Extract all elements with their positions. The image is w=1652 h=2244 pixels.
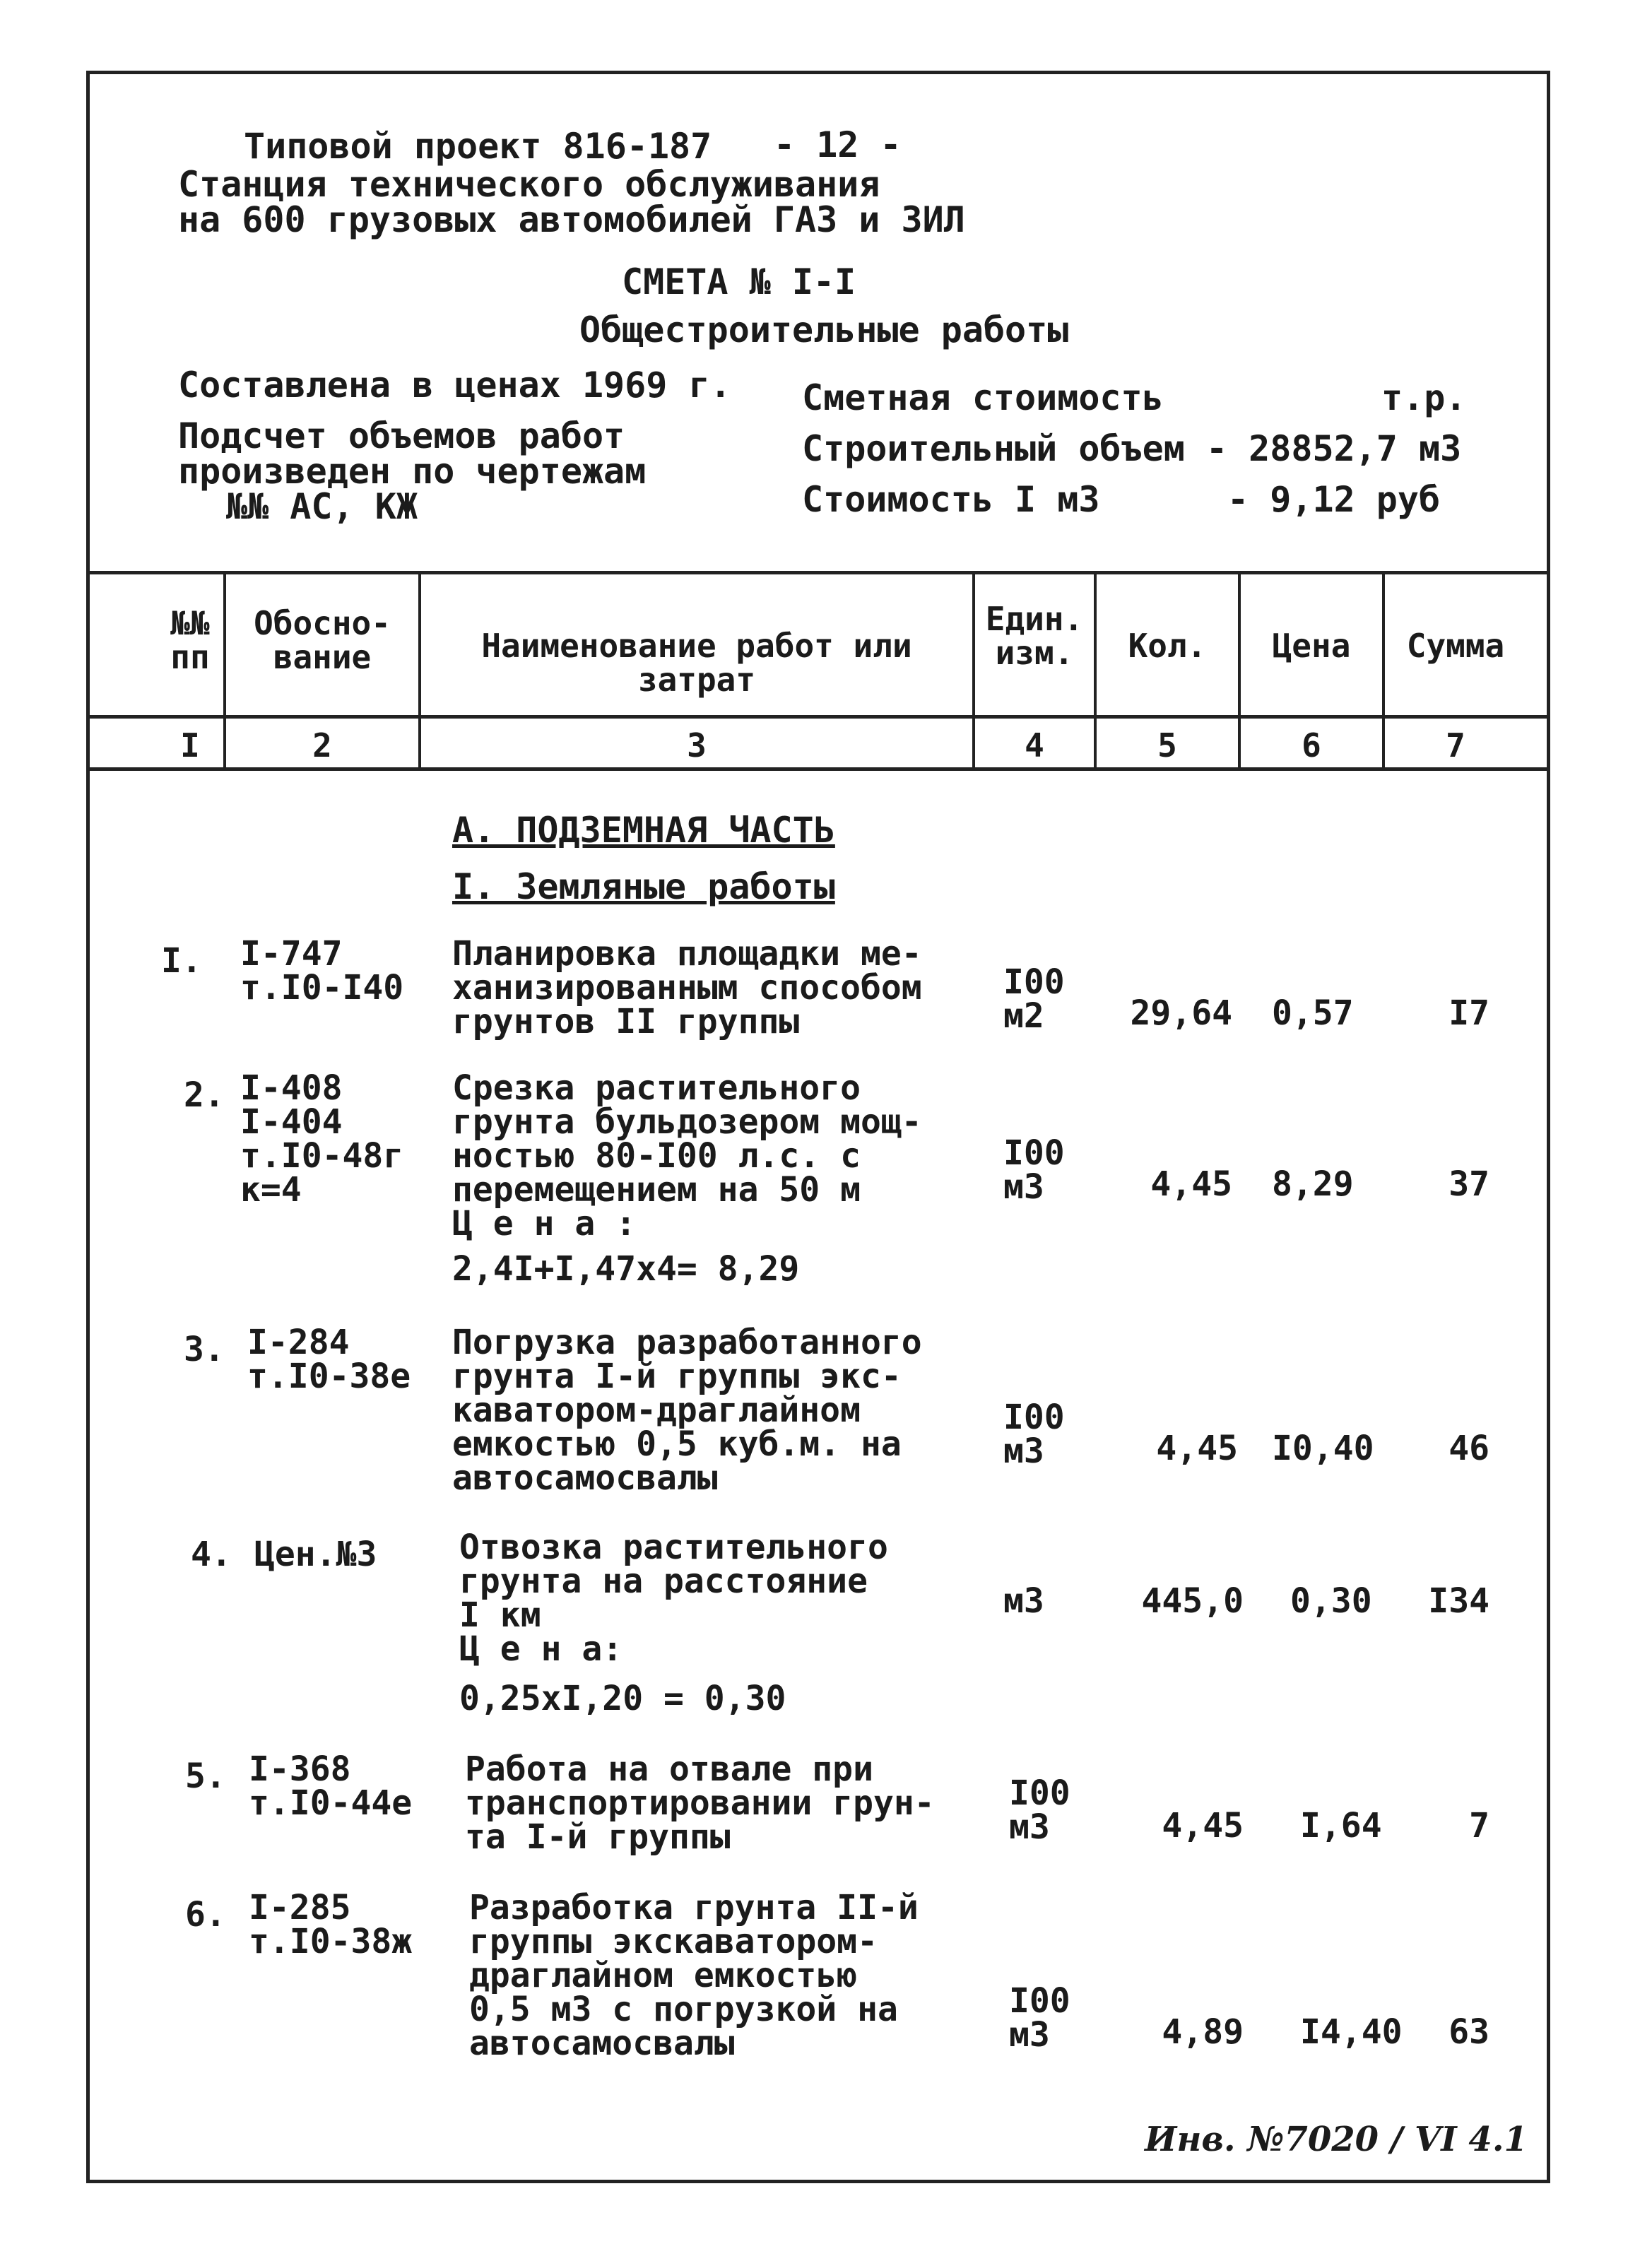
volume-line: Строительный объем - 28852,7 м3 — [802, 428, 1462, 469]
row-basis: I-285 т.I0-38ж — [249, 1888, 413, 1961]
col-number: I — [180, 726, 200, 764]
project-line: Типовой проект 816-187 — [244, 126, 712, 167]
prices-line: Составлена в ценах 1969 г. — [178, 365, 731, 406]
row-unit: I00 м3 — [1009, 1773, 1070, 1847]
col-number: 6 — [1302, 726, 1321, 764]
col-number: 2 — [312, 726, 332, 764]
section-subpart: I. Земляные работы — [452, 866, 835, 907]
estimate-subtitle: Общестроительные работы — [579, 309, 1069, 350]
col-header-unit: Един. изм. — [985, 600, 1084, 672]
calc-line-3: №№ АС, КЖ — [226, 486, 418, 527]
unit-cost-line: Стоимость I м3 - 9,12 руб — [802, 479, 1441, 520]
row-name: Планировка площадки ме- ханизированным способом грунтов II группы — [452, 934, 922, 1041]
col-number: 5 — [1157, 726, 1177, 764]
row-qty: 445,0 — [1141, 1581, 1244, 1621]
row-qty: 4,45 — [1162, 1806, 1244, 1846]
table-header-rule — [86, 715, 1550, 719]
row-price: I,64 — [1300, 1806, 1382, 1846]
row-unit: м3 — [1003, 1581, 1044, 1621]
table-top-rule — [86, 571, 1550, 574]
col-header-sum: Сумма — [1406, 627, 1505, 665]
row-name: Отвозка растительного грунта на расстояние I км Ц е н а: — [459, 1528, 888, 1669]
row-name: Разработка грунта II-й группы экскаватором- драглайном емкостью 0,5 м3 с погрузкой на автосамосвалы — [469, 1888, 919, 2063]
row-basis: I-747 т.I0-I40 — [240, 934, 404, 1008]
row-number: 3. — [184, 1330, 225, 1369]
station-line-2: на 600 грузовых автомобилей ГАЗ и ЗИЛ — [178, 199, 965, 240]
row-price: 0,57 — [1272, 993, 1354, 1033]
row-basis: Цен.№3 — [254, 1535, 377, 1574]
row-unit: I00 м2 — [1003, 962, 1065, 1036]
cost-unit: т.р. — [1381, 377, 1467, 418]
cost-label: Сметная стоимость — [802, 377, 1164, 418]
row-name: Погрузка разработанного грунта I-й группы экс- каватором-драглайном емкостью 0,5 куб.м. на автосамосвалы — [452, 1323, 922, 1498]
row-number: I. — [161, 941, 202, 981]
row-number: 6. — [185, 1895, 226, 1935]
col-number: 4 — [1025, 726, 1044, 764]
row-qty: 4,45 — [1150, 1164, 1232, 1204]
page-number: - 12 - — [774, 124, 902, 165]
row-sum: 63 — [1449, 2012, 1489, 2052]
row-unit: I00 м3 — [1009, 1981, 1070, 2055]
row-number: 2. — [184, 1075, 225, 1115]
row-basis: I-368 т.I0-44е — [249, 1749, 413, 1823]
row-sum: I34 — [1428, 1581, 1489, 1621]
row-sum: I7 — [1449, 993, 1489, 1033]
inventory-note: Инв. №7020 / VI 4.1 — [1145, 2120, 1528, 2159]
calc-line-2: произведен по чертежам — [178, 451, 647, 492]
col-number: 7 — [1446, 726, 1465, 764]
row-price: I0,40 — [1272, 1429, 1374, 1468]
col-header-price: Цена — [1272, 627, 1351, 665]
col-header-basis: Обосно- вание — [254, 604, 391, 676]
row-sum: 7 — [1469, 1806, 1489, 1846]
row-price-calc: 2,4I+I,47х4= 8,29 — [452, 1249, 800, 1289]
col-header-qty: Кол. — [1128, 627, 1207, 665]
row-qty: 4,45 — [1156, 1429, 1238, 1468]
row-unit: I00 м3 — [1003, 1398, 1065, 1471]
row-price-calc: 0,25хI,20 = 0,30 — [459, 1679, 786, 1718]
row-name: Срезка растительного грунта бульдозером мощ- ностью 80-I00 л.с. с перемещением на 50 м Ц е н а : — [452, 1068, 922, 1244]
row-basis: I-284 т.I0-38е — [247, 1323, 411, 1396]
calc-line-1: Подсчет объемов работ — [178, 415, 625, 456]
col-number: 3 — [687, 726, 707, 764]
estimate-title: СМЕТА № I-I — [622, 261, 856, 302]
station-line-1: Станция технического обслуживания — [178, 164, 880, 205]
col-header-number: №№ пп — [170, 604, 210, 676]
col-header-name: Наименование работ или затрат — [481, 627, 912, 699]
row-sum: 37 — [1449, 1164, 1489, 1204]
row-sum: 46 — [1449, 1429, 1489, 1468]
row-basis: I-408 I-404 т.I0-48г к=4 — [240, 1068, 404, 1210]
row-qty: 29,64 — [1130, 993, 1232, 1033]
row-qty: 4,89 — [1162, 2012, 1244, 2052]
section-part: А. ПОДЗЕМНАЯ ЧАСТЬ — [452, 810, 835, 851]
row-number: 4. — [191, 1535, 232, 1574]
row-price: I4,40 — [1300, 2012, 1403, 2052]
row-unit: I00 м3 — [1003, 1133, 1065, 1207]
row-price: 8,29 — [1272, 1164, 1354, 1204]
row-number: 5. — [185, 1756, 226, 1796]
row-price: 0,30 — [1290, 1581, 1372, 1621]
row-name: Работа на отвале при транспортировании грун- та I-й группы — [465, 1749, 935, 1857]
table-numbers-rule — [86, 767, 1550, 771]
